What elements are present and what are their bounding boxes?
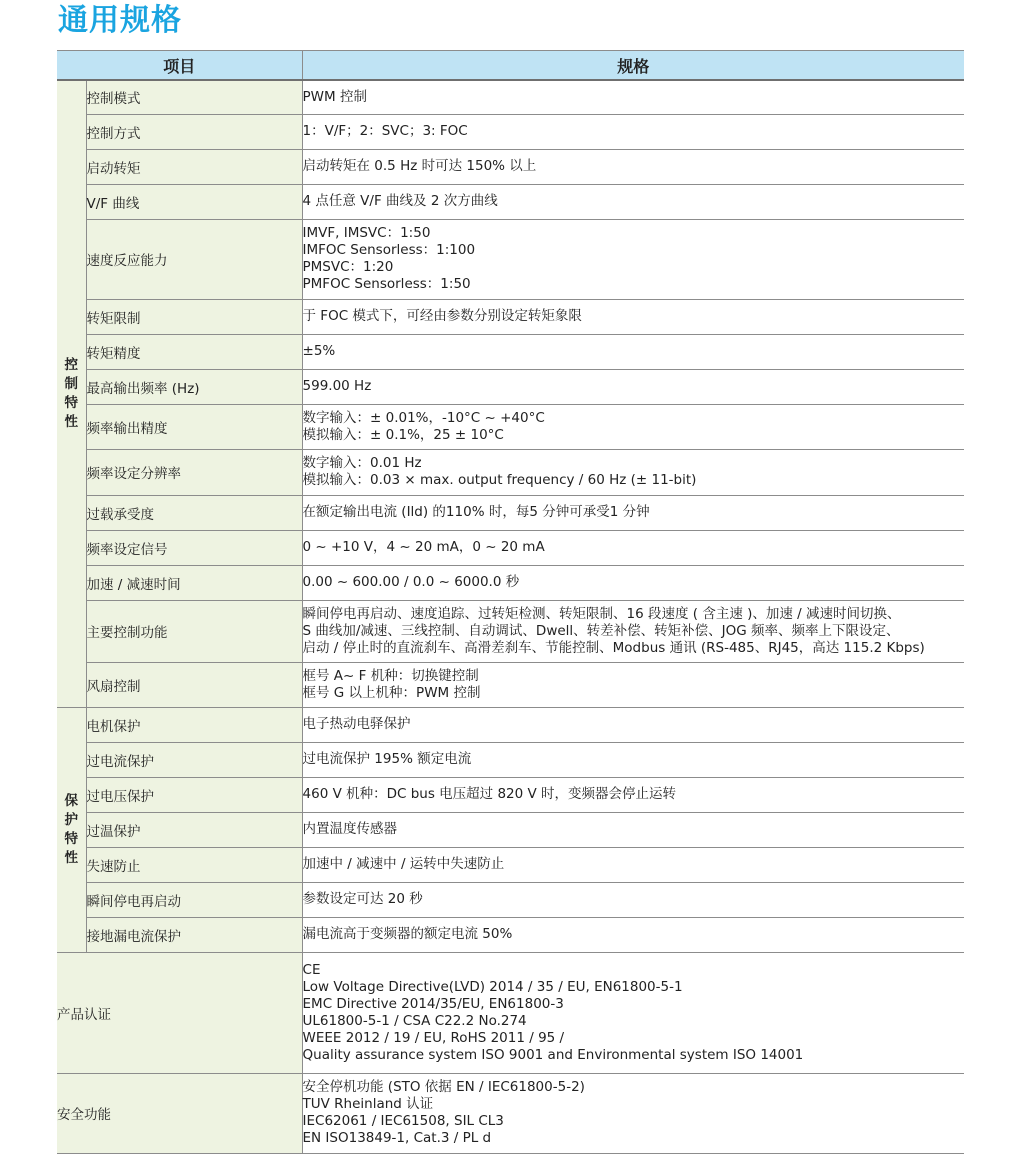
- spec-line: IEC62061 / IEC61508, SIL CL3: [302, 1113, 504, 1129]
- table-row: [57, 334, 964, 369]
- spec-line: 启动 / 停止时的直流刹车、高滑差刹车、节能控制、Modbus 通讯 (RS-485、RJ45，高达 115.2 Kbps): [302, 639, 925, 656]
- item-label: 过电流保护: [86, 742, 302, 777]
- spec-value: [302, 219, 964, 299]
- table-row: [57, 952, 964, 1073]
- spec-line: ±5%: [302, 343, 336, 359]
- spec-line: EMC Directive 2014/35/EU, EN61800-3: [302, 995, 564, 1012]
- item-label: 频率输出精度: [86, 404, 302, 449]
- category-label: [57, 80, 86, 707]
- item-label: 电机保护: [86, 707, 302, 742]
- item-label: 安全功能: [57, 1073, 302, 1153]
- spec-line: 过电流保护 195% 额定电流: [302, 751, 472, 767]
- spec-line: 599.00 Hz: [302, 378, 372, 394]
- table-row: [57, 600, 964, 662]
- spec-table: [57, 50, 964, 1154]
- item-label: 过载承受度: [86, 495, 302, 530]
- table-row: [57, 777, 964, 812]
- item-label: 转矩限制: [86, 299, 302, 334]
- spec-value: [302, 184, 964, 219]
- spec-value: [302, 80, 964, 114]
- spec-line: S 曲线加/减速、三线控制、自动调试、Dwell、转差补偿、转矩补偿、JOG 频率、频率上下限设定、: [302, 622, 900, 639]
- table-row: [57, 882, 964, 917]
- spec-line: IMFOC Sensorless：1:100: [302, 242, 476, 258]
- spec-line: PWM 控制: [302, 88, 367, 105]
- item-label: 失速防止: [86, 847, 302, 882]
- spec-line: 460 V 机种：DC bus 电压超过 820 V 时，变频器会停止运转: [302, 786, 677, 802]
- spec-value: [302, 847, 964, 882]
- table-header-row: [57, 51, 964, 81]
- table-row: [57, 565, 964, 600]
- spec-value: [302, 404, 964, 449]
- item-label: 速度反应能力: [86, 219, 302, 299]
- item-label: 过电压保护: [86, 777, 302, 812]
- category-label: [57, 707, 86, 952]
- category-text: 保护特性: [64, 792, 78, 866]
- spec-line: 瞬间停电再启动、速度追踪、过转矩检测、转矩限制、16 段速度 ( 含主速 )、加速 / 减速时间切换、: [302, 605, 901, 622]
- page-title: 通用规格: [58, 3, 182, 38]
- item-label: 频率设定信号: [86, 530, 302, 565]
- table-row: [57, 299, 964, 334]
- item-label: 过温保护: [86, 812, 302, 847]
- spec-line: PMFOC Sensorless：1:50: [302, 276, 471, 292]
- spec-line: 安全停机功能 (STO 依据 EN / IEC61800-5-2): [302, 1079, 585, 1095]
- item-label: 产品认证: [57, 952, 302, 1073]
- item-label: 启动转矩: [86, 149, 302, 184]
- spec-value: [302, 662, 964, 707]
- table-row: [57, 219, 964, 299]
- table-row: [57, 80, 964, 114]
- spec-line: Low Voltage Directive(LVD) 2014 / 35 / EU, EN61800-5-1: [302, 978, 683, 995]
- item-label: 加速 / 减速时间: [86, 565, 302, 600]
- spec-value: [302, 530, 964, 565]
- spec-line: 电子热动电驿保护: [302, 716, 411, 732]
- spec-line: 模拟输入：± 0.1%，25 ± 10°C: [302, 426, 504, 443]
- table-body: [57, 80, 964, 1153]
- spec-line: 数字输入：± 0.01%，-10°C ~ +40°C: [302, 409, 545, 426]
- item-label: V/F 曲线: [86, 184, 302, 219]
- item-label: 转矩精度: [86, 334, 302, 369]
- spec-value: [302, 1073, 964, 1153]
- spec-value: [302, 149, 964, 184]
- spec-value: [302, 882, 964, 917]
- header-item: 项目: [57, 51, 302, 81]
- table-row: [57, 404, 964, 449]
- table-row: [57, 662, 964, 707]
- item-label: 频率设定分辨率: [86, 449, 302, 495]
- spec-line: 数字输入：0.01 Hz: [302, 455, 422, 471]
- spec-value: [302, 334, 964, 369]
- spec-line: 内置温度传感器: [302, 821, 398, 837]
- spec-line: 于 FOC 模式下，可经由参数分别设定转矩象限: [302, 308, 582, 324]
- header-spec: 规格: [302, 51, 964, 81]
- item-label: 风扇控制: [86, 662, 302, 707]
- item-label: 接地漏电流保护: [86, 917, 302, 952]
- spec-line: EN ISO13849-1, Cat.3 / PL d: [302, 1130, 492, 1146]
- spec-value: [302, 600, 964, 662]
- table-row: [57, 742, 964, 777]
- spec-line: 漏电流高于变频器的额定电流 50%: [302, 926, 513, 942]
- spec-value: [302, 812, 964, 847]
- table-row: [57, 530, 964, 565]
- spec-value: [302, 114, 964, 149]
- spec-line: WEEE 2012 / 19 / EU, RoHS 2011 / 95 /: [302, 1029, 565, 1046]
- spec-line: PMSVC：1:20: [302, 259, 394, 275]
- table-row: [57, 449, 964, 495]
- spec-value: [302, 952, 964, 1073]
- table-row: [57, 812, 964, 847]
- table-row: [57, 369, 964, 404]
- spec-line: 模拟输入：0.03 × max. output frequency / 60 Hz (± 11-bit): [302, 472, 697, 488]
- table-row: [57, 847, 964, 882]
- table-row: [57, 149, 964, 184]
- spec-value: [302, 369, 964, 404]
- item-label: 控制模式: [86, 80, 302, 114]
- item-label: 控制方式: [86, 114, 302, 149]
- spec-value: [302, 742, 964, 777]
- spec-value: [302, 299, 964, 334]
- item-label: 主要控制功能: [86, 600, 302, 662]
- spec-value: [302, 449, 964, 495]
- spec-line: Quality assurance system ISO 9001 and Environmental system ISO 14001: [302, 1046, 804, 1063]
- spec-line: 框号 G 以上机种：PWM 控制: [302, 684, 481, 701]
- spec-line: IMVF, IMSVC：1:50: [302, 225, 431, 241]
- spec-value: [302, 565, 964, 600]
- spec-line: TUV Rheinland 认证: [302, 1096, 434, 1112]
- spec-line: CE: [302, 961, 321, 978]
- spec-value: [302, 777, 964, 812]
- table-row: [57, 495, 964, 530]
- table-row: [57, 114, 964, 149]
- table-row: [57, 917, 964, 952]
- spec-line: 框号 A~ F 机种：切换键控制: [302, 667, 479, 684]
- table-row: [57, 1073, 964, 1153]
- spec-line: 参数设定可达 20 秒: [302, 891, 423, 907]
- spec-line: 启动转矩在 0.5 Hz 时可达 150% 以上: [302, 158, 537, 174]
- spec-line: 加速中 / 减速中 / 运转中失速防止: [302, 856, 505, 872]
- table-row: [57, 707, 964, 742]
- spec-value: [302, 495, 964, 530]
- spec-value: [302, 707, 964, 742]
- category-text: 控制特性: [64, 356, 78, 430]
- table-row: [57, 184, 964, 219]
- item-label: 瞬间停电再启动: [86, 882, 302, 917]
- spec-line: 在额定输出电流 (Ild) 的110% 时，每5 分钟可承受1 分钟: [302, 504, 650, 520]
- item-label: 最高输出频率 (Hz): [86, 369, 302, 404]
- spec-line: 0 ~ +10 V，4 ~ 20 mA，0 ~ 20 mA: [302, 539, 545, 555]
- spec-line: 4 点任意 V/F 曲线及 2 次方曲线: [302, 193, 498, 209]
- spec-line: 1：V/F；2：SVC；3: FOC: [302, 123, 468, 139]
- spec-line: UL61800-5-1 / CSA C22.2 No.274: [302, 1012, 527, 1029]
- spec-value: [302, 917, 964, 952]
- spec-line: 0.00 ~ 600.00 / 0.0 ~ 6000.0 秒: [302, 574, 520, 590]
